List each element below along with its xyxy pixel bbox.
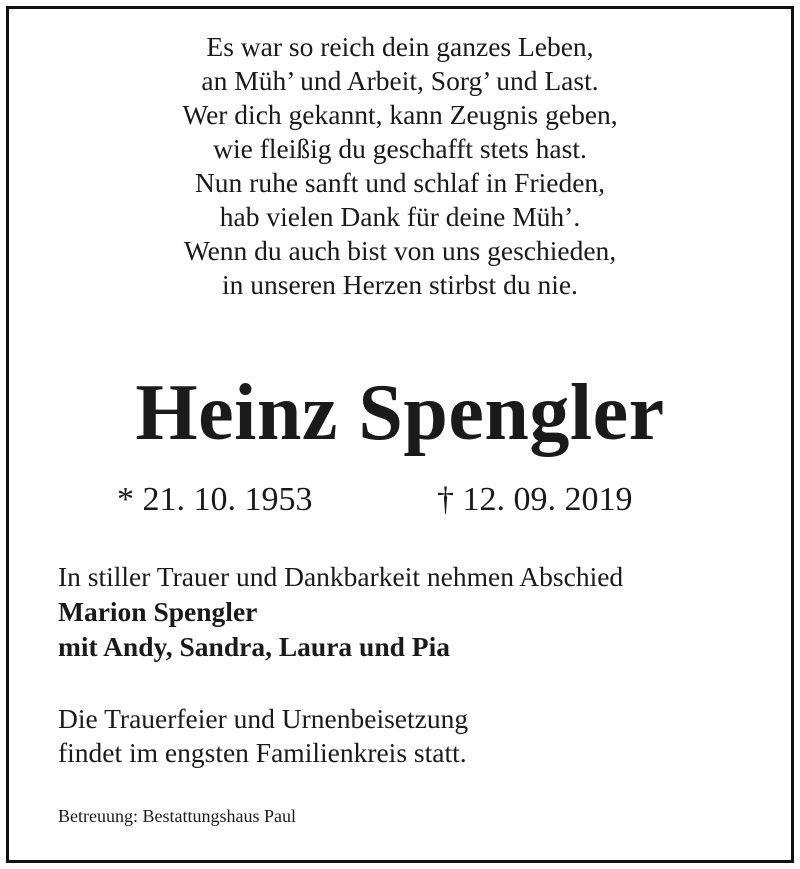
memorial-poem: [0, 30, 800, 302]
mourner-name: Marion Spengler: [58, 596, 258, 627]
poem-line: Wenn du auch bist von uns geschieden,: [183, 235, 617, 266]
farewell-intro: In stiller Trauer und Dankbarkeit nehmen Abschied: [58, 561, 624, 592]
mourner-family: mit Andy, Sandra, Laura und Pia: [58, 631, 450, 662]
poem-line: Nun ruhe sanft und schlaf in Frieden,: [194, 167, 606, 198]
funeral-home-credit: Betreuung: Bestattungshaus Paul: [58, 806, 296, 826]
poem-line: in unseren Herzen stirbst du nie.: [222, 269, 578, 300]
ceremony-line: findet im engsten Familienkreis statt.: [58, 737, 467, 768]
death-date: † 12. 09. 2019: [437, 481, 633, 518]
mourners-section: [58, 559, 623, 664]
poem-line: Es war so reich dein ganzes Leben,: [206, 31, 594, 62]
poem-line: wie fleißig du geschafft stets hast.: [213, 133, 587, 164]
deceased-name: Heinz Spengler: [135, 369, 665, 457]
life-dates: [0, 478, 800, 522]
ceremony-notice: [58, 702, 468, 770]
poem-line: Wer dich gekannt, kann Zeugnis geben,: [182, 99, 618, 130]
ceremony-line: Die Trauerfeier und Urnenbeisetzung: [58, 703, 469, 734]
poem-line: hab vielen Dank für deine Müh’.: [219, 201, 581, 232]
birth-date: * 21. 10. 1953: [117, 481, 313, 518]
poem-line: an Müh’ und Arbeit, Sorg’ und Last.: [201, 65, 599, 96]
